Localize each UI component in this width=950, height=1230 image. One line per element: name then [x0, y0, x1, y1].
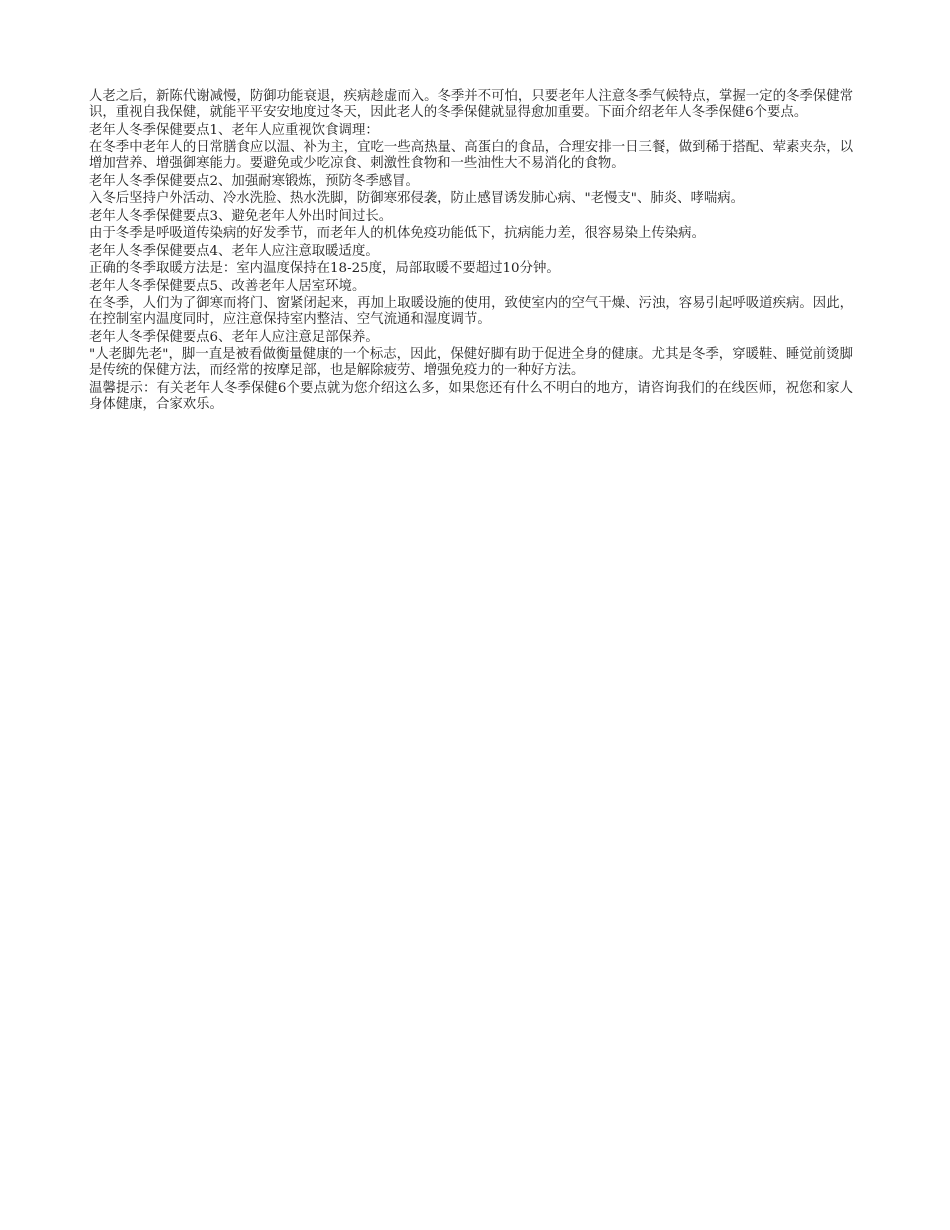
tip-2-body: 入冬后坚持户外活动、冷水洗脸、热水洗脚，防御寒邪侵袭，防止感冒诱发肺心病、"老慢支"、肺炎、哮喘病。 — [89, 191, 745, 206]
tip-3-body: 由于冬季是呼吸道传染病的好发季节，而老年人的机体免疫功能低下，抗病能力差，很容易染上传染病。 — [89, 226, 705, 241]
tip-4-heading: 老年人冬季保健要点4、老年人应注意取暖适度。 — [89, 243, 379, 259]
intro-paragraph: 人老之后，新陈代谢减慢，防御功能衰退，疾病趁虚而入。冬季并不可怕，只要老年人注意冬季气候特点，掌握一定的冬季保健常识，重视自我保健，就能平平安安地度过冬天，因此老人的冬季保健就显得愈加重要。下面介绍老年人冬季保健6个要点。 — [89, 89, 853, 120]
tip-5-body: 在冬季，人们为了御寒而将门、窗紧闭起来，再加上取暖设施的使用，致使室内的空气干燥、污浊，容易引起呼吸道疾病。因此，在控制室内温度同时，应注意保持室内整洁、空气流通和湿度调节。 — [89, 296, 853, 327]
tip-4-body: 正确的冬季取暖方法是：室内温度保持在18-25度，局部取暖不要超过10分钟。 — [89, 261, 560, 276]
document-body — [89, 89, 853, 414]
tip-5-heading: 老年人冬季保健要点5、改善老年人居室环境。 — [89, 278, 366, 294]
tip-6-body: "人老脚先老"，脚一直是被看做衡量健康的一个标志，因此，保健好脚有助于促进全身的健康。尤其是冬季，穿暖鞋、睡觉前烫脚是传统的保健方法，而经常的按摩足部，也是解除疲劳、增强免疫力的一种好方法。 — [89, 347, 853, 378]
tip-2-heading: 老年人冬季保健要点2、加强耐寒锻炼，预防冬季感冒。 — [89, 173, 419, 189]
tip-1-body: 在冬季中老年人的日常膳食应以温、补为主，宜吃一些高热量、高蛋白的食品，合理安排一日三餐，做到稀于搭配、荤素夹杂，以增加营养、增强御寒能力。要避免或少吃凉食、刺激性食物和一些油性大不易消化的食物。 — [89, 140, 853, 171]
closing-note: 温馨提示：有关老年人冬季保健6个要点就为您介绍这么多，如果您还有什么不明白的地方，请咨询我们的在线医师，祝您和家人身体健康，合家欢乐。 — [89, 380, 853, 412]
tip-1-heading: 老年人冬季保健要点1、老年人应重视饮食调理： — [89, 122, 379, 138]
tip-3-heading: 老年人冬季保健要点3、避免老年人外出时间过长。 — [89, 208, 393, 224]
tip-6-heading: 老年人冬季保健要点6、老年人应注意足部保养。 — [89, 329, 379, 345]
